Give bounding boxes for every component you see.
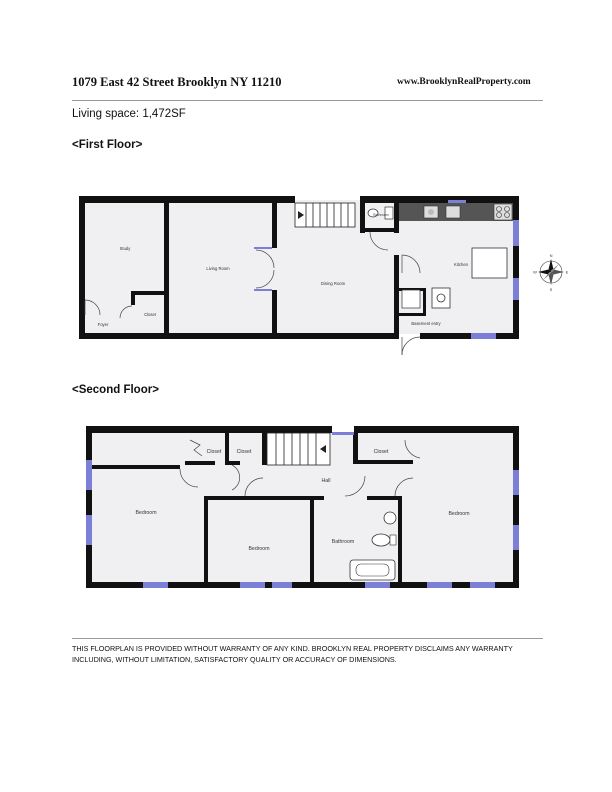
- room-label-living-room: Living Room: [206, 266, 230, 271]
- first-floor-stairs: [295, 203, 355, 227]
- room-label-basement-entry: Basement entry: [411, 321, 441, 326]
- first-floor-heading: <First Floor>: [72, 139, 143, 151]
- room-label-bedroom-right: Bedroom: [448, 511, 470, 517]
- room-label-kitchen: Kitchen: [454, 262, 468, 267]
- second-floor-plan: [86, 426, 519, 588]
- compass-rose-icon: [533, 253, 569, 292]
- room-label-bathroom: Bathroom: [373, 213, 389, 217]
- footer-divider: [72, 638, 543, 639]
- compass-e: E: [565, 269, 569, 275]
- water-heater-icon: [432, 288, 450, 308]
- second-floor-heading: <Second Floor>: [72, 384, 159, 396]
- room-label-foyer: Foyer: [97, 322, 109, 327]
- room-label-bedroom-middle: Bedroom: [248, 546, 270, 552]
- compass-n: N: [549, 253, 553, 258]
- dishwasher-icon: [446, 206, 460, 218]
- room-label-closet-1: Closet: [206, 449, 222, 455]
- living-space: Living space: 1,472SF: [72, 108, 186, 120]
- room-label-hall: Hall: [321, 478, 331, 484]
- sink-icon: [384, 512, 396, 524]
- first-floor-plan: [79, 196, 569, 355]
- compass-s: S: [549, 287, 553, 292]
- second-floor-stairs: [267, 433, 330, 465]
- room-label-bedroom-left: Bedroom: [135, 510, 157, 516]
- room-label-dining-room: Dining Room: [320, 281, 346, 286]
- room-label-study: Study: [119, 246, 131, 251]
- stove-icon: [494, 204, 512, 220]
- website-link[interactable]: www.BrooklynRealProperty.com: [397, 77, 531, 87]
- property-address: 1079 East 42 Street Brooklyn NY 11210: [72, 75, 282, 89]
- room-label-closet: Closet: [144, 312, 156, 317]
- room-label-closet-2: Closet: [236, 449, 252, 455]
- toilet-icon: [372, 534, 390, 546]
- compass-w: W: [533, 269, 537, 275]
- disclaimer-text: THIS FLOORPLAN IS PROVIDED WITHOUT WARRANTY OF ANY KIND. BROOKLYN REAL PROPERTY DISCLAIMS ANY WARRANTY INCLUDING, WITHOUT LIMITATION, SATISFACTORY QUALITY OR ACCURACY OF DIMENSIONS.: [72, 644, 513, 664]
- kitchen-island: [472, 248, 507, 278]
- room-label-closet-3: Closet: [373, 449, 389, 455]
- room-label-bathroom: Bathroom: [331, 539, 355, 545]
- bathtub-icon: [350, 560, 395, 580]
